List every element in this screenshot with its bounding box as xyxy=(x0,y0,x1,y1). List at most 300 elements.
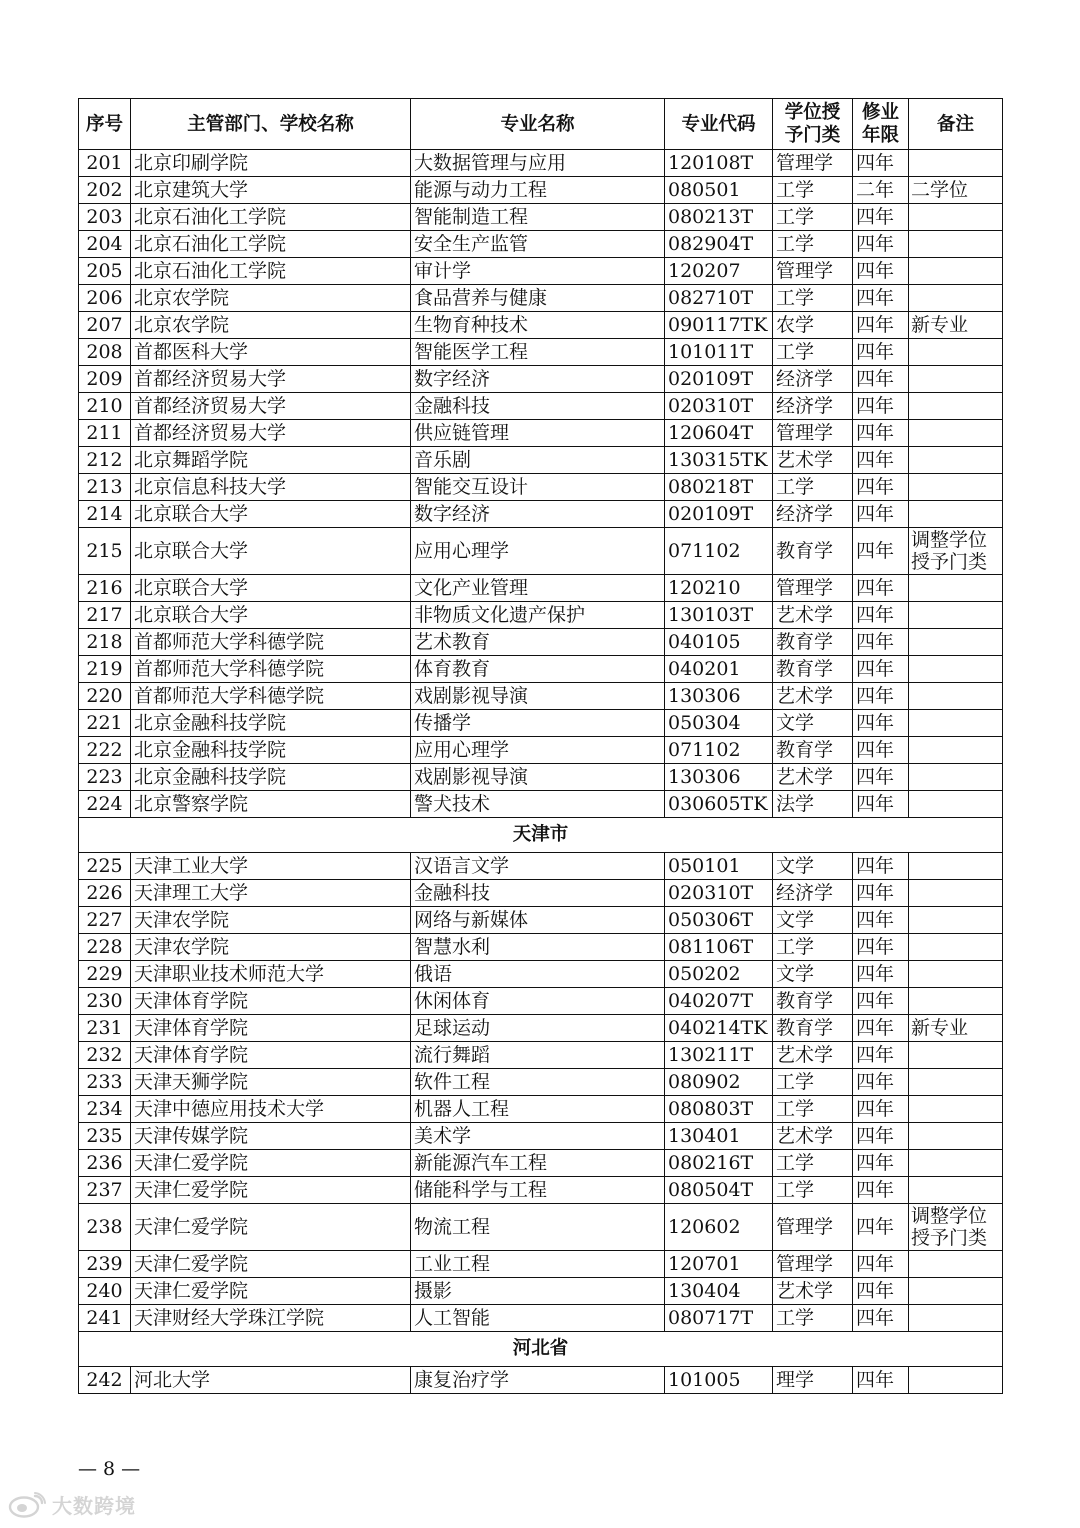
study-years: 四年 xyxy=(853,934,909,961)
school-name: 首都经济贸易大学 xyxy=(131,420,411,447)
major-code: 120604T xyxy=(665,420,773,447)
table-row xyxy=(79,1177,1003,1204)
school-name: 天津传媒学院 xyxy=(131,1123,411,1150)
row-index: 222 xyxy=(79,737,131,764)
tianjin-rows xyxy=(79,853,1003,1332)
remark xyxy=(909,764,1003,791)
remark xyxy=(909,907,1003,934)
major-code: 050202 xyxy=(665,961,773,988)
study-years: 四年 xyxy=(853,1015,909,1042)
beijing-rows xyxy=(79,150,1003,818)
degree-category: 教育学 xyxy=(773,1015,853,1042)
major-name: 音乐剧 xyxy=(411,447,665,474)
degree-category: 教育学 xyxy=(773,629,853,656)
table-row xyxy=(79,312,1003,339)
study-years: 四年 xyxy=(853,474,909,501)
degree-category: 经济学 xyxy=(773,501,853,528)
major-code: 101011T xyxy=(665,339,773,366)
row-index: 233 xyxy=(79,1069,131,1096)
row-index: 231 xyxy=(79,1015,131,1042)
degree-category: 经济学 xyxy=(773,366,853,393)
major-name: 金融科技 xyxy=(411,880,665,907)
table-row xyxy=(79,474,1003,501)
remark xyxy=(909,710,1003,737)
major-code: 080803T xyxy=(665,1096,773,1123)
table-row xyxy=(79,737,1003,764)
major-code: 101005 xyxy=(665,1367,773,1394)
study-years: 四年 xyxy=(853,339,909,366)
row-index: 201 xyxy=(79,150,131,177)
school-name: 北京信息科技大学 xyxy=(131,474,411,501)
watermark xyxy=(8,1490,136,1519)
study-years: 四年 xyxy=(853,710,909,737)
school-name: 北京印刷学院 xyxy=(131,150,411,177)
table-row xyxy=(79,961,1003,988)
major-code: 130404 xyxy=(665,1278,773,1305)
degree-category: 艺术学 xyxy=(773,602,853,629)
row-index: 223 xyxy=(79,764,131,791)
major-code: 040214TK xyxy=(665,1015,773,1042)
degree-category: 艺术学 xyxy=(773,447,853,474)
row-index: 220 xyxy=(79,683,131,710)
study-years: 四年 xyxy=(853,1278,909,1305)
study-years: 四年 xyxy=(853,150,909,177)
table-row xyxy=(79,258,1003,285)
major-name: 能源与动力工程 xyxy=(411,177,665,204)
major-name: 俄语 xyxy=(411,961,665,988)
header-school: 主管部门、学校名称 xyxy=(131,99,411,150)
school-name: 首都经济贸易大学 xyxy=(131,366,411,393)
row-index: 242 xyxy=(79,1367,131,1394)
row-index: 217 xyxy=(79,602,131,629)
study-years: 四年 xyxy=(853,1096,909,1123)
study-years: 四年 xyxy=(853,853,909,880)
study-years: 四年 xyxy=(853,231,909,258)
study-years: 四年 xyxy=(853,602,909,629)
table-row xyxy=(79,934,1003,961)
hebei-rows xyxy=(79,1367,1003,1394)
degree-category: 教育学 xyxy=(773,528,853,575)
school-name: 河北大学 xyxy=(131,1367,411,1394)
remark xyxy=(909,393,1003,420)
major-name: 工业工程 xyxy=(411,1251,665,1278)
table-row xyxy=(79,447,1003,474)
school-name: 北京农学院 xyxy=(131,312,411,339)
degree-category: 教育学 xyxy=(773,737,853,764)
row-index: 202 xyxy=(79,177,131,204)
study-years: 四年 xyxy=(853,1305,909,1332)
major-code: 040105 xyxy=(665,629,773,656)
study-years: 四年 xyxy=(853,880,909,907)
school-name: 北京舞蹈学院 xyxy=(131,447,411,474)
remark xyxy=(909,420,1003,447)
degree-category: 工学 xyxy=(773,1069,853,1096)
remark xyxy=(909,683,1003,710)
header-major: 专业名称 xyxy=(411,99,665,150)
degree-category: 经济学 xyxy=(773,880,853,907)
table-row xyxy=(79,1204,1003,1251)
major-name: 应用心理学 xyxy=(411,528,665,575)
row-index: 219 xyxy=(79,656,131,683)
school-name: 首都医科大学 xyxy=(131,339,411,366)
school-name: 天津仁爱学院 xyxy=(131,1278,411,1305)
school-name: 首都师范大学科德学院 xyxy=(131,683,411,710)
major-name: 非物质文化遗产保护 xyxy=(411,602,665,629)
remark xyxy=(909,988,1003,1015)
degree-category: 工学 xyxy=(773,934,853,961)
major-name: 智能制造工程 xyxy=(411,204,665,231)
table-row xyxy=(79,764,1003,791)
study-years: 四年 xyxy=(853,737,909,764)
major-code: 081106T xyxy=(665,934,773,961)
school-name: 天津体育学院 xyxy=(131,988,411,1015)
major-code: 130306 xyxy=(665,683,773,710)
row-index: 230 xyxy=(79,988,131,1015)
row-index: 226 xyxy=(79,880,131,907)
study-years: 四年 xyxy=(853,204,909,231)
table-row xyxy=(79,629,1003,656)
major-code: 120701 xyxy=(665,1251,773,1278)
major-name: 文化产业管理 xyxy=(411,575,665,602)
study-years: 四年 xyxy=(853,656,909,683)
degree-category: 管理学 xyxy=(773,258,853,285)
study-years: 四年 xyxy=(853,258,909,285)
major-name: 储能科学与工程 xyxy=(411,1177,665,1204)
row-index: 239 xyxy=(79,1251,131,1278)
major-name: 机器人工程 xyxy=(411,1096,665,1123)
table-row xyxy=(79,1015,1003,1042)
major-name: 摄影 xyxy=(411,1278,665,1305)
study-years: 四年 xyxy=(853,683,909,710)
major-code: 020310T xyxy=(665,393,773,420)
study-years: 四年 xyxy=(853,1123,909,1150)
table-row xyxy=(79,880,1003,907)
major-code: 120207 xyxy=(665,258,773,285)
degree-category: 管理学 xyxy=(773,1204,853,1251)
major-code: 080902 xyxy=(665,1069,773,1096)
school-name: 北京金融科技学院 xyxy=(131,764,411,791)
degree-category: 工学 xyxy=(773,1305,853,1332)
school-name: 北京联合大学 xyxy=(131,501,411,528)
remark xyxy=(909,1177,1003,1204)
degree-category: 管理学 xyxy=(773,1251,853,1278)
degree-category: 经济学 xyxy=(773,393,853,420)
degree-category: 工学 xyxy=(773,1177,853,1204)
major-name: 智能医学工程 xyxy=(411,339,665,366)
major-name: 休闲体育 xyxy=(411,988,665,1015)
major-code: 020109T xyxy=(665,501,773,528)
row-index: 229 xyxy=(79,961,131,988)
study-years: 四年 xyxy=(853,1367,909,1394)
remark xyxy=(909,1069,1003,1096)
remark xyxy=(909,934,1003,961)
major-code: 080504T xyxy=(665,1177,773,1204)
degree-category: 教育学 xyxy=(773,656,853,683)
study-years: 四年 xyxy=(853,907,909,934)
study-years: 四年 xyxy=(853,1251,909,1278)
major-name: 生物育种技术 xyxy=(411,312,665,339)
row-index: 215 xyxy=(79,528,131,575)
row-index: 209 xyxy=(79,366,131,393)
table-row xyxy=(79,1069,1003,1096)
degree-category: 工学 xyxy=(773,474,853,501)
major-code: 020109T xyxy=(665,366,773,393)
row-index: 241 xyxy=(79,1305,131,1332)
major-name: 大数据管理与应用 xyxy=(411,150,665,177)
row-index: 203 xyxy=(79,204,131,231)
page-number: — 8 — xyxy=(78,1458,141,1480)
remark xyxy=(909,602,1003,629)
remark xyxy=(909,1096,1003,1123)
remark xyxy=(909,880,1003,907)
major-code: 120108T xyxy=(665,150,773,177)
table-row xyxy=(79,1150,1003,1177)
remark: 新专业 xyxy=(909,1015,1003,1042)
table-row xyxy=(79,791,1003,818)
header-note: 备注 xyxy=(909,99,1003,150)
major-name: 流行舞蹈 xyxy=(411,1042,665,1069)
major-code: 080213T xyxy=(665,204,773,231)
remark xyxy=(909,1150,1003,1177)
major-code: 082904T xyxy=(665,231,773,258)
degree-category: 管理学 xyxy=(773,150,853,177)
school-name: 天津中德应用技术大学 xyxy=(131,1096,411,1123)
degree-category: 工学 xyxy=(773,204,853,231)
row-index: 234 xyxy=(79,1096,131,1123)
school-name: 天津仁爱学院 xyxy=(131,1150,411,1177)
study-years: 四年 xyxy=(853,764,909,791)
remark xyxy=(909,339,1003,366)
major-code: 050306T xyxy=(665,907,773,934)
school-name: 北京金融科技学院 xyxy=(131,710,411,737)
remark xyxy=(909,447,1003,474)
remark xyxy=(909,1278,1003,1305)
table-row xyxy=(79,1278,1003,1305)
major-name: 智慧水利 xyxy=(411,934,665,961)
remark xyxy=(909,1305,1003,1332)
degree-category: 理学 xyxy=(773,1367,853,1394)
degree-category: 艺术学 xyxy=(773,683,853,710)
major-code: 040201 xyxy=(665,656,773,683)
degree-category: 管理学 xyxy=(773,420,853,447)
degree-category: 教育学 xyxy=(773,988,853,1015)
header-code: 专业代码 xyxy=(665,99,773,150)
section-row-tianjin xyxy=(79,818,1003,853)
table-row xyxy=(79,1096,1003,1123)
major-code: 120210 xyxy=(665,575,773,602)
row-index: 204 xyxy=(79,231,131,258)
row-index: 221 xyxy=(79,710,131,737)
remark xyxy=(909,656,1003,683)
remark: 调整学位授予门类 xyxy=(909,528,1003,575)
school-name: 天津工业大学 xyxy=(131,853,411,880)
row-index: 232 xyxy=(79,1042,131,1069)
major-name: 供应链管理 xyxy=(411,420,665,447)
remark xyxy=(909,1123,1003,1150)
study-years: 四年 xyxy=(853,366,909,393)
school-name: 北京联合大学 xyxy=(131,575,411,602)
school-name: 天津体育学院 xyxy=(131,1015,411,1042)
remark xyxy=(909,150,1003,177)
watermark-text: 大数跨境 xyxy=(52,1494,136,1518)
major-code: 130211T xyxy=(665,1042,773,1069)
degree-category: 艺术学 xyxy=(773,1042,853,1069)
major-code: 030605TK xyxy=(665,791,773,818)
table-row xyxy=(79,177,1003,204)
major-code: 050101 xyxy=(665,853,773,880)
study-years: 四年 xyxy=(853,988,909,1015)
school-name: 天津仁爱学院 xyxy=(131,1251,411,1278)
major-name: 安全生产监管 xyxy=(411,231,665,258)
row-index: 216 xyxy=(79,575,131,602)
degree-category: 艺术学 xyxy=(773,1278,853,1305)
table-row xyxy=(79,575,1003,602)
remark xyxy=(909,231,1003,258)
row-index: 210 xyxy=(79,393,131,420)
school-name: 北京石油化工学院 xyxy=(131,204,411,231)
degree-category: 艺术学 xyxy=(773,1123,853,1150)
school-name: 天津财经大学珠江学院 xyxy=(131,1305,411,1332)
remark xyxy=(909,1042,1003,1069)
study-years: 四年 xyxy=(853,393,909,420)
study-years: 四年 xyxy=(853,1150,909,1177)
major-code: 071102 xyxy=(665,737,773,764)
study-years: 四年 xyxy=(853,961,909,988)
row-index: 205 xyxy=(79,258,131,285)
remark xyxy=(909,791,1003,818)
row-index: 208 xyxy=(79,339,131,366)
degree-category: 文学 xyxy=(773,907,853,934)
major-name: 新能源汽车工程 xyxy=(411,1150,665,1177)
table-row xyxy=(79,656,1003,683)
major-code: 090117TK xyxy=(665,312,773,339)
remark xyxy=(909,204,1003,231)
study-years: 四年 xyxy=(853,1042,909,1069)
section-row-hebei xyxy=(79,1332,1003,1367)
table-row xyxy=(79,683,1003,710)
row-index: 214 xyxy=(79,501,131,528)
major-code: 130315TK xyxy=(665,447,773,474)
weibo-logo-icon xyxy=(8,1492,46,1518)
school-name: 北京建筑大学 xyxy=(131,177,411,204)
study-years: 四年 xyxy=(853,629,909,656)
degree-category: 农学 xyxy=(773,312,853,339)
table-row xyxy=(79,602,1003,629)
table-row xyxy=(79,988,1003,1015)
major-name: 审计学 xyxy=(411,258,665,285)
school-name: 天津农学院 xyxy=(131,934,411,961)
table-row xyxy=(79,393,1003,420)
school-name: 天津理工大学 xyxy=(131,880,411,907)
row-index: 235 xyxy=(79,1123,131,1150)
remark xyxy=(909,501,1003,528)
study-years: 四年 xyxy=(853,1069,909,1096)
remark xyxy=(909,629,1003,656)
remark xyxy=(909,1251,1003,1278)
school-name: 天津职业技术师范大学 xyxy=(131,961,411,988)
remark xyxy=(909,366,1003,393)
school-name: 天津仁爱学院 xyxy=(131,1177,411,1204)
major-name: 食品营养与健康 xyxy=(411,285,665,312)
header-degree: 学位授予门类 xyxy=(773,99,853,150)
major-name: 艺术教育 xyxy=(411,629,665,656)
row-index: 236 xyxy=(79,1150,131,1177)
row-index: 238 xyxy=(79,1204,131,1251)
major-name: 数字经济 xyxy=(411,501,665,528)
section-title-tianjin: 天津市 xyxy=(79,818,1003,853)
degree-category: 工学 xyxy=(773,231,853,258)
table-row xyxy=(79,1251,1003,1278)
major-name: 戏剧影视导演 xyxy=(411,683,665,710)
school-name: 北京金融科技学院 xyxy=(131,737,411,764)
school-name: 首都经济贸易大学 xyxy=(131,393,411,420)
remark xyxy=(909,285,1003,312)
table-row xyxy=(79,366,1003,393)
major-code: 080218T xyxy=(665,474,773,501)
major-code: 130103T xyxy=(665,602,773,629)
table-row xyxy=(79,231,1003,258)
school-name: 北京石油化工学院 xyxy=(131,231,411,258)
row-index: 225 xyxy=(79,853,131,880)
major-name: 汉语言文学 xyxy=(411,853,665,880)
major-code: 120602 xyxy=(665,1204,773,1251)
row-index: 211 xyxy=(79,420,131,447)
major-name: 传播学 xyxy=(411,710,665,737)
row-index: 218 xyxy=(79,629,131,656)
degree-category: 管理学 xyxy=(773,575,853,602)
row-index: 240 xyxy=(79,1278,131,1305)
study-years: 四年 xyxy=(853,501,909,528)
degree-category: 文学 xyxy=(773,961,853,988)
study-years: 四年 xyxy=(853,791,909,818)
remark xyxy=(909,474,1003,501)
major-code: 071102 xyxy=(665,528,773,575)
major-code: 040207T xyxy=(665,988,773,1015)
major-name: 应用心理学 xyxy=(411,737,665,764)
remark xyxy=(909,737,1003,764)
remark: 调整学位授予门类 xyxy=(909,1204,1003,1251)
table-row xyxy=(79,1042,1003,1069)
row-index: 224 xyxy=(79,791,131,818)
table-row xyxy=(79,1367,1003,1394)
degree-category: 法学 xyxy=(773,791,853,818)
table-row xyxy=(79,420,1003,447)
row-index: 207 xyxy=(79,312,131,339)
table-header-row xyxy=(79,99,1003,150)
degree-category: 艺术学 xyxy=(773,764,853,791)
remark: 二学位 xyxy=(909,177,1003,204)
major-name: 警犬技术 xyxy=(411,791,665,818)
degree-category: 工学 xyxy=(773,1096,853,1123)
table-row xyxy=(79,853,1003,880)
table-row xyxy=(79,1305,1003,1332)
remark: 新专业 xyxy=(909,312,1003,339)
table-row xyxy=(79,285,1003,312)
study-years: 四年 xyxy=(853,1177,909,1204)
row-index: 227 xyxy=(79,907,131,934)
major-name: 体育教育 xyxy=(411,656,665,683)
remark xyxy=(909,853,1003,880)
major-name: 软件工程 xyxy=(411,1069,665,1096)
major-list-table xyxy=(78,98,1003,1394)
study-years: 四年 xyxy=(853,285,909,312)
major-name: 戏剧影视导演 xyxy=(411,764,665,791)
major-code: 080501 xyxy=(665,177,773,204)
table-row xyxy=(79,710,1003,737)
table-row xyxy=(79,204,1003,231)
degree-category: 工学 xyxy=(773,339,853,366)
major-name: 人工智能 xyxy=(411,1305,665,1332)
